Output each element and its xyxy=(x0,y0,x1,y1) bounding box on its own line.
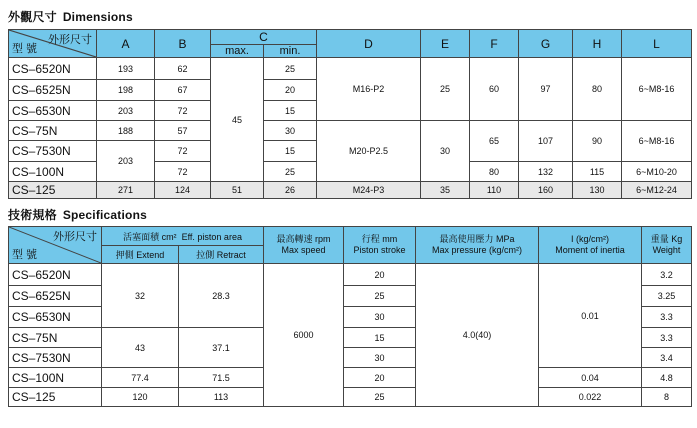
f-cell: 110 xyxy=(470,182,519,199)
stroke-cell: 20 xyxy=(344,264,416,286)
weight-cell: 3.2 xyxy=(642,264,692,286)
l-cell: 6~M12-24 xyxy=(622,182,692,199)
model-cell: CS–7530N xyxy=(9,348,102,368)
l-cell: 6~M8-16 xyxy=(622,121,692,162)
weight-en: Weight xyxy=(652,245,681,255)
extend-cell: 120 xyxy=(102,388,179,407)
weight-cell: 3.4 xyxy=(642,348,692,368)
max-speed-en: Max speed xyxy=(281,245,326,255)
extend-cell: 32 xyxy=(102,264,179,328)
corner-label-model: 型 號 xyxy=(12,249,38,261)
model-cell: CS–125 xyxy=(9,388,102,407)
dimensions-title xyxy=(8,8,133,25)
b-cell: 62 xyxy=(155,58,211,80)
a-cell: 271 xyxy=(97,182,155,199)
max-speed-header xyxy=(264,227,344,264)
cmax-cell: 45 xyxy=(211,58,264,182)
header-d: D xyxy=(317,30,421,58)
specifications-title-zh: 技術規格 xyxy=(8,208,57,222)
a-cell: 188 xyxy=(97,121,155,141)
model-cell: CS–6520N xyxy=(9,264,102,286)
extend-cell: 77.4 xyxy=(102,368,179,388)
model-cell: CS–75N xyxy=(9,328,102,348)
g-cell: 97 xyxy=(519,58,573,121)
model-cell: CS–100N xyxy=(9,162,97,182)
piston-stroke-en: Piston stroke xyxy=(353,245,406,255)
piston-area-en: Eff. piston area xyxy=(181,231,242,242)
b-cell: 72 xyxy=(155,101,211,121)
a-cell: 203 xyxy=(97,141,155,182)
g-cell: 132 xyxy=(519,162,573,182)
model-cell: CS–100N xyxy=(9,368,102,388)
specifications-title-en: Specifications xyxy=(62,208,147,222)
header-a: A xyxy=(97,30,155,58)
b-cell: 124 xyxy=(155,182,211,199)
retract-cell: 28.3 xyxy=(179,264,264,328)
specifications-table xyxy=(8,226,692,407)
l-cell: 6~M8-16 xyxy=(622,58,692,121)
l-cell: 6~M10-20 xyxy=(622,162,692,182)
model-cell: CS–6530N xyxy=(9,307,102,328)
weight-cell: 4.8 xyxy=(642,368,692,388)
cmin-cell: 25 xyxy=(264,58,317,80)
weight-zh: 重量 Kg xyxy=(650,234,683,244)
corner-label-model: 型 號 xyxy=(12,43,38,55)
weight-header xyxy=(642,227,692,264)
header-c: C xyxy=(211,30,317,45)
a-cell: 203 xyxy=(97,101,155,121)
max-pressure-header xyxy=(416,227,539,264)
d-cell: M24-P3 xyxy=(317,182,421,199)
dimensions-title-en: Dimensions xyxy=(62,10,133,24)
b-cell: 72 xyxy=(155,141,211,162)
specifications-title xyxy=(8,206,147,223)
h-cell: 80 xyxy=(573,58,622,121)
stroke-cell: 15 xyxy=(344,328,416,348)
extend-header: 押側 Extend xyxy=(102,246,179,264)
inertia-cell: 0.022 xyxy=(539,388,642,407)
cmin-cell: 20 xyxy=(264,80,317,101)
max-pressure-zh: 最高使用壓力 MPa xyxy=(439,234,515,244)
model-cell: CS–75N xyxy=(9,121,97,141)
g-cell: 107 xyxy=(519,121,573,162)
stroke-cell: 30 xyxy=(344,348,416,368)
inertia-zh: I (kg/cm²) xyxy=(571,234,610,244)
stroke-cell: 20 xyxy=(344,368,416,388)
corner-label-size: 外形尺寸 xyxy=(48,34,92,46)
header-e: E xyxy=(421,30,470,58)
max-speed-cell: 6000 xyxy=(264,264,344,407)
weight-cell: 3.3 xyxy=(642,328,692,348)
e-cell: 35 xyxy=(421,182,470,199)
max-pressure-cell: 4.0(40) xyxy=(416,264,539,407)
max-pressure-en: Max pressure (kg/cm²) xyxy=(432,245,523,255)
header-l: L xyxy=(622,30,692,58)
a-cell: 193 xyxy=(97,58,155,80)
model-cell: CS–6530N xyxy=(9,101,97,121)
header-g: G xyxy=(519,30,573,58)
d-cell: M16-P2 xyxy=(317,58,421,121)
piston-area-header xyxy=(102,227,264,246)
specifications-corner-header xyxy=(9,227,102,264)
f-cell: 80 xyxy=(470,162,519,182)
weight-cell: 8 xyxy=(642,388,692,407)
inertia-cell: 0.01 xyxy=(539,264,642,368)
h-cell: 90 xyxy=(573,121,622,162)
e-cell: 25 xyxy=(421,58,470,121)
piston-area-zh: 活塞面積 cm² xyxy=(123,231,177,242)
b-cell: 72 xyxy=(155,162,211,182)
header-b: B xyxy=(155,30,211,58)
retract-cell: 37.1 xyxy=(179,328,264,368)
b-cell: 67 xyxy=(155,80,211,101)
inertia-en: Moment of inertia xyxy=(555,245,625,255)
stroke-cell: 25 xyxy=(344,286,416,307)
stroke-cell: 25 xyxy=(344,388,416,407)
h-cell: 130 xyxy=(573,182,622,199)
inertia-header xyxy=(539,227,642,264)
cmin-cell: 25 xyxy=(264,162,317,182)
model-cell: CS–6525N xyxy=(9,286,102,307)
inertia-cell: 0.04 xyxy=(539,368,642,388)
piston-stroke-zh: 行程 mm xyxy=(361,234,398,244)
f-cell: 65 xyxy=(470,121,519,162)
retract-cell: 71.5 xyxy=(179,368,264,388)
retract-cell: 113 xyxy=(179,388,264,407)
cmax-cell: 51 xyxy=(211,182,264,199)
model-cell: CS–6525N xyxy=(9,80,97,101)
b-cell: 57 xyxy=(155,121,211,141)
header-f: F xyxy=(470,30,519,58)
header-h: H xyxy=(573,30,622,58)
g-cell: 160 xyxy=(519,182,573,199)
f-cell: 60 xyxy=(470,58,519,121)
retract-header: 拉側 Retract xyxy=(179,246,264,264)
extend-cell: 43 xyxy=(102,328,179,368)
model-cell: CS–7530N xyxy=(9,141,97,162)
header-c-max: max. xyxy=(211,45,264,58)
cmin-cell: 15 xyxy=(264,141,317,162)
stroke-cell: 30 xyxy=(344,307,416,328)
h-cell: 115 xyxy=(573,162,622,182)
weight-cell: 3.25 xyxy=(642,286,692,307)
model-cell: CS–6520N xyxy=(9,58,97,80)
dimensions-title-zh: 外觀尺寸 xyxy=(8,10,57,24)
dimensions-table xyxy=(8,29,692,199)
max-speed-zh: 最高轉速 rpm xyxy=(276,234,331,244)
cmin-cell: 26 xyxy=(264,182,317,199)
e-cell: 30 xyxy=(421,121,470,182)
a-cell: 198 xyxy=(97,80,155,101)
corner-label-size: 外形尺寸 xyxy=(53,231,97,243)
header-c-min: min. xyxy=(264,45,317,58)
dimensions-corner-header xyxy=(9,30,97,58)
cmin-cell: 30 xyxy=(264,121,317,141)
piston-stroke-header xyxy=(344,227,416,264)
model-cell: CS–125 xyxy=(9,182,97,199)
d-cell: M20-P2.5 xyxy=(317,121,421,182)
weight-cell: 3.3 xyxy=(642,307,692,328)
cmin-cell: 15 xyxy=(264,101,317,121)
